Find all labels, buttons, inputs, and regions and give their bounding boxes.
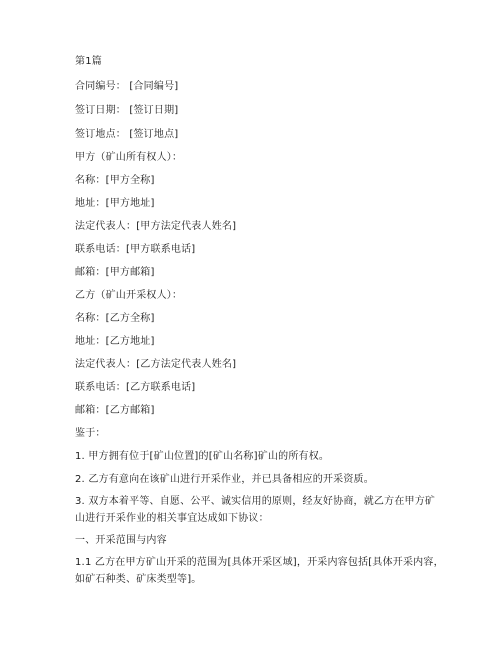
party-a-heading: 甲方（矿山所有权人）： <box>75 152 183 163</box>
party-b-phone: 联系电话：[乙方联系电话] <box>75 382 196 393</box>
party-b-name: 名称：[乙方全称] <box>75 313 155 324</box>
party-b-email: 邮箱：[乙方邮箱] <box>75 405 155 416</box>
recital-3: 3. 双方本着平等、自愿、公平、诚实信用的原则，经友好协商，就乙方在甲方矿山进行开采作业的相关事宜达成如下协议： <box>75 496 436 524</box>
recital-2: 2. 乙方有意向在该矿山进行开采作业，并已具备相应的开采资质。 <box>75 474 374 485</box>
party-a-phone: 联系电话：[甲方联系电话] <box>75 244 196 255</box>
party-a-email: 邮箱：[甲方邮箱] <box>75 267 155 278</box>
party-b-heading: 乙方（矿山开采权人）： <box>75 290 183 301</box>
signing-date-field: 签订日期： [签订日期] <box>75 105 179 116</box>
whereas-heading: 鉴于： <box>75 428 106 439</box>
section-title: 第1篇 <box>75 56 102 67</box>
chapter-1-heading: 一、开采范围与内容 <box>75 535 167 546</box>
recital-1: 1. 甲方拥有位于[矿山位置]的[矿山名称]矿山的所有权。 <box>75 451 330 462</box>
contract-number-field: 合同编号： [合同编号] <box>75 81 179 92</box>
party-a-legal-rep: 法定代表人：[甲方法定代表人姓名] <box>75 221 237 232</box>
clause-1-1: 1.1 乙方在甲方矿山开采的范围为[具体开采区域]，开采内容包括[具体开采内容，如矿石种类、矿床类型等]。 <box>75 557 444 585</box>
signing-location-field: 签订地点： [签订地点] <box>75 129 179 140</box>
party-a-name: 名称：[甲方全称] <box>75 175 155 186</box>
party-a-address: 地址：[甲方地址] <box>75 198 155 209</box>
party-b-address: 地址：[乙方地址] <box>75 336 155 347</box>
party-b-legal-rep: 法定代表人：[乙方法定代表人姓名] <box>75 359 237 370</box>
